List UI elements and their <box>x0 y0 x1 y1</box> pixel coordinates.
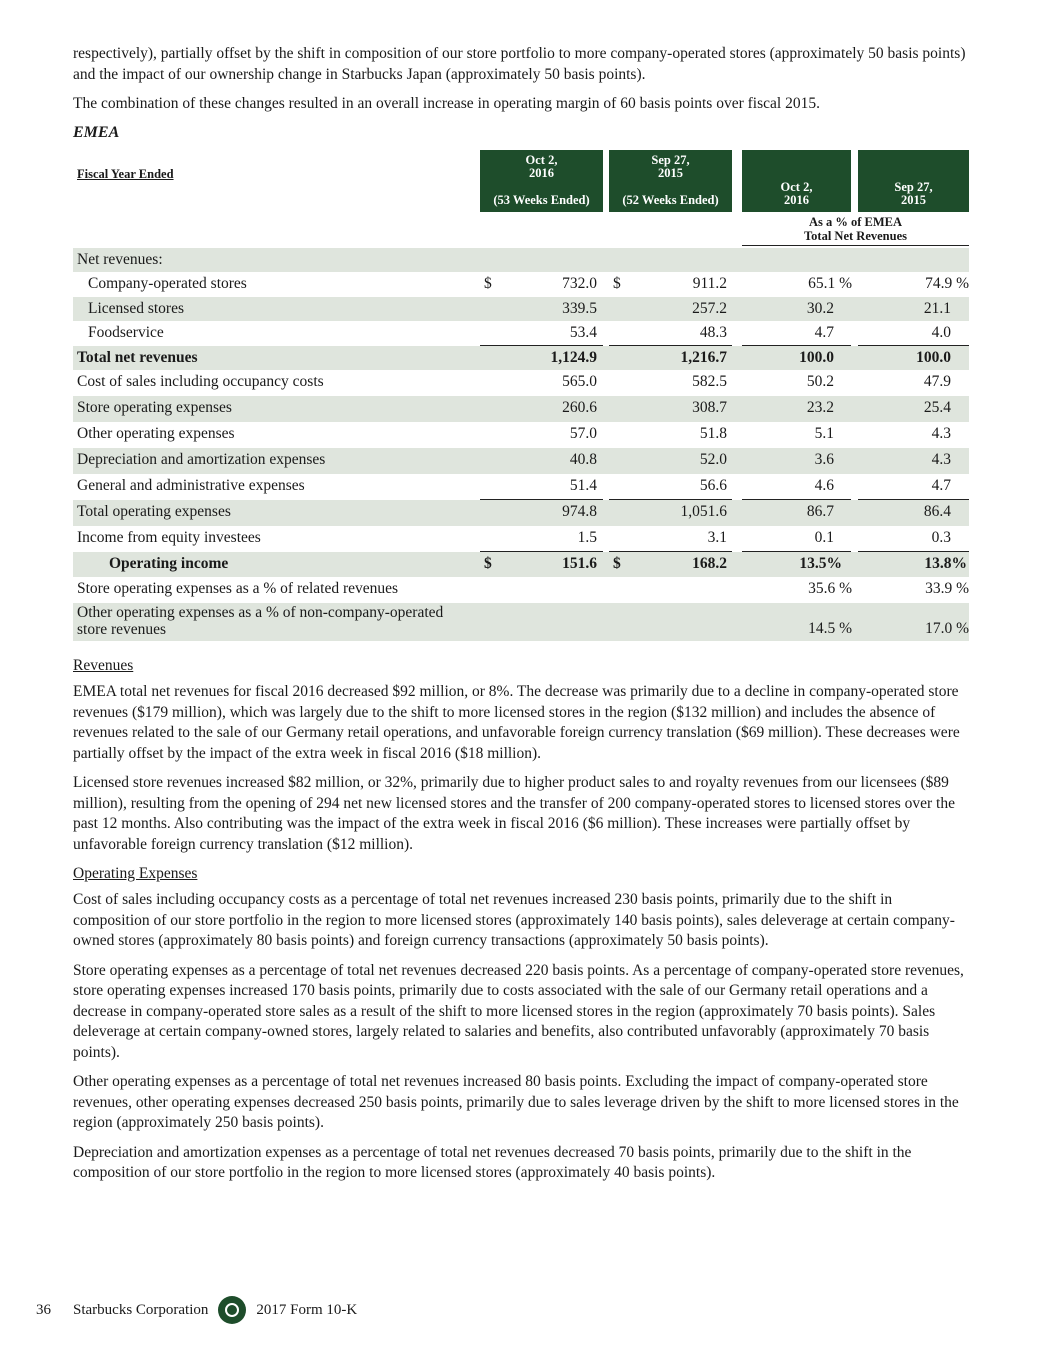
row-label: Foodservice <box>88 324 164 342</box>
opex-paragraph-2: Store operating expenses as a percentage of total net revenues decreased 220 basis points. As a percentage of company-operated store revenues, store operating expenses increased 170 basis points, primarily due to costs associated with the sale of our Germany retail operations and a decrease in company-operated store sales as a result of the shift to more licensed stores in the region (approximately 70 basis points). Sales deleverage at certain company-owned stores, largely related to salaries and benefits, also contributed unfavorably (approximately 70 basis points). <box>73 961 964 1061</box>
value-2015: 308.7 <box>692 399 727 417</box>
row-label: Cost of sales including occupancy costs <box>77 373 324 391</box>
value-2015: 56.6 <box>699 477 727 495</box>
value-2016: 732.0 <box>562 275 597 293</box>
value-2016: 51.4 <box>569 477 597 495</box>
percent-2015: 47.9 <box>923 373 951 391</box>
row-label: Total operating expenses <box>77 503 231 521</box>
row-label: Net revenues: <box>77 250 163 268</box>
percent-caption-line-1: As a % of EMEA <box>808 214 903 229</box>
value-2015: 911.2 <box>692 275 727 293</box>
percent-2015: 4.3 <box>931 451 951 469</box>
currency-symbol: $ <box>613 275 621 293</box>
page-footer <box>36 1296 357 1324</box>
percent-2016: 100.0 <box>799 348 834 366</box>
value-2016: 53.4 <box>569 324 597 342</box>
header-year: 2015 <box>658 165 683 180</box>
intro-paragraph-1: respectively), partially offset by the shift in composition of our store portfolio to more company-operated stores (approximately 50 basis points) and the impact of our ownership change in Starbucks Japan (approximately 50 basis points). <box>73 45 966 83</box>
row-label: Other operating expenses as a % of non-company-operated store revenues <box>77 604 444 639</box>
percent-2016: 50.2 <box>806 373 834 391</box>
value-2015: 3.1 <box>707 529 727 547</box>
percent-2015: 33.9 % <box>925 580 969 598</box>
percent-2016: 35.6 % <box>808 580 852 598</box>
revenues-heading: Revenues <box>73 657 134 675</box>
value-2016: 40.8 <box>569 451 597 469</box>
table-row-general-administrative <box>73 474 969 500</box>
header-year: 2015 <box>901 192 926 207</box>
percent-2016: 30.2 <box>806 299 834 317</box>
percent-caption <box>742 215 969 246</box>
revenues-paragraph-2: Licensed store revenues increased $82 million, or 32%, primarily due to higher product sales to and royalty revenues from our licensees ($89 million), resulting from the opening of 294 net new licensed stores and the transfer of 200 company-operated stores to licensed stores over the past 12 months. Also contributing was the impact of the extra week in fiscal 2016 ($6 million). These increases were partially offset by unfavorable foreign currency translation ($12 million). <box>73 774 955 853</box>
value-2016: 1,124.9 <box>550 348 597 366</box>
row-label: Total net revenues <box>77 348 198 366</box>
percent-2015: 4.0 <box>931 324 951 342</box>
row-label: Store operating expenses as a % of related revenues <box>77 580 399 598</box>
row-label: General and administrative expenses <box>77 477 305 495</box>
table-row-equity-investees <box>73 526 969 552</box>
header-col-oct-2016-amount <box>480 150 603 212</box>
percent-2016: 4.6 <box>814 477 834 495</box>
percent-2016: 5.1 <box>814 425 834 443</box>
percent-2016: 0.1 <box>814 529 834 547</box>
table-row-total-operating-expenses <box>73 500 969 526</box>
header-year: 2016 <box>784 192 809 207</box>
header-year: 2016 <box>529 165 554 180</box>
table-row-company-operated <box>73 272 969 297</box>
percent-2016: 3.6 <box>814 451 834 469</box>
table-row-other-opex-percent <box>73 603 969 641</box>
percent-2015: 4.7 <box>931 477 951 495</box>
starbucks-siren-logo-icon <box>218 1296 246 1324</box>
header-weeks: (52 Weeks Ended) <box>622 192 719 207</box>
table-row-total-net-revenues <box>73 346 969 371</box>
percent-2015: 100.0 <box>916 348 951 366</box>
value-2016: 260.6 <box>562 399 597 417</box>
row-label: Depreciation and amortization expenses <box>77 451 326 469</box>
opex-paragraph-1: Cost of sales including occupancy costs as a percentage of total net revenues increased 230 basis points, primarily due to the shift in composition of our store portfolio in the region to more licensed stores (approximately 140 basis points), sales deleverage at certain company-owned stores (approximately 80 basis points) and foreign currency transactions (approximately 50 basis points). <box>73 891 955 950</box>
currency-symbol: $ <box>484 275 492 293</box>
table-row-foodservice <box>73 321 969 346</box>
percent-caption-line-2: Total Net Revenues <box>803 228 907 243</box>
row-label: Company-operated stores <box>88 275 247 293</box>
document-page <box>73 44 969 1193</box>
emea-financial-table <box>73 150 969 642</box>
page-number: 36 <box>36 1301 51 1318</box>
form-name: 2017 Form 10-K <box>256 1301 358 1318</box>
value-2015: 1,216.7 <box>680 348 727 366</box>
percent-2016: 23.2 <box>806 399 834 417</box>
operating-expenses-heading: Operating Expenses <box>73 865 198 883</box>
percent-2015: 86.4 <box>923 503 951 521</box>
percent-2016: 86.7 <box>806 503 834 521</box>
percent-2016: 13.5% <box>799 555 842 573</box>
row-label: Income from equity investees <box>77 529 261 547</box>
fiscal-year-label: Fiscal Year Ended <box>77 166 174 181</box>
table-row-cost-of-sales <box>73 370 969 396</box>
row-label: Operating income <box>109 555 229 573</box>
row-label: Licensed stores <box>88 299 184 317</box>
value-2016: 151.6 <box>562 555 597 573</box>
value-2015: 582.5 <box>692 373 727 391</box>
percent-2015: 17.0 % <box>925 620 969 638</box>
table-header <box>73 150 969 248</box>
table-row-store-opex-percent <box>73 577 969 603</box>
header-date: Sep 27, <box>894 179 933 194</box>
header-col-oct-2016-pct <box>742 150 851 212</box>
section-title: EMEA <box>73 123 120 141</box>
opex-paragraph-4: Depreciation and amortization expenses as a percentage of total net revenues decreased 70 basis points, primarily due to the shift in the composition of our store portfolio in the region to more licensed stores (approximately 40 basis points). <box>73 1143 912 1182</box>
value-2015: 1,051.6 <box>680 503 727 521</box>
header-date: Oct 2, <box>780 179 813 194</box>
value-2016: 974.8 <box>562 503 597 521</box>
revenues-paragraph-1: EMEA total net revenues for fiscal 2016 decreased $92 million, or 8%. The decrease was primarily due to a decline in company-operated store revenues ($179 million), which was largely due to the shift to more licensed stores in the region ($132 million) and includes the absence of revenues related to the sale of our Germany retail operations, and unfavorable foreign currency translation ($69 million). These decreases were partially offset by the impact of the extra week in fiscal 2016 ($18 million). <box>73 683 960 762</box>
percent-2015: 21.1 <box>923 299 951 317</box>
value-2015: 52.0 <box>699 451 727 469</box>
value-2016: 1.5 <box>577 529 597 547</box>
value-2015: 51.8 <box>699 425 727 443</box>
table-row-other-operating-expenses <box>73 422 969 448</box>
value-2016: 339.5 <box>562 299 597 317</box>
percent-2016: 65.1 % <box>808 275 852 293</box>
header-col-sep-2015-pct <box>858 150 969 212</box>
currency-symbol: $ <box>613 555 621 573</box>
percent-2015: 25.4 <box>923 399 951 417</box>
header-weeks: (53 Weeks Ended) <box>493 192 590 207</box>
opex-paragraph-3: Other operating expenses as a percentage of total net revenues increased 80 basis points. Excluding the impact of company-operated store revenues, other operating expenses decreased 250 basis points, primarily due to sales leverage driven by the shift to more licensed stores in the region (approximately 250 basis points). <box>73 1073 959 1132</box>
percent-2015: 13.8% <box>924 555 967 573</box>
table-row-depreciation <box>73 448 969 474</box>
percent-2016: 14.5 % <box>808 620 852 638</box>
table-row-net-revenues <box>73 248 969 273</box>
value-2015: 168.2 <box>692 555 727 573</box>
value-2015: 257.2 <box>692 299 727 317</box>
currency-symbol: $ <box>484 555 492 573</box>
percent-2016: 4.7 <box>814 324 834 342</box>
row-label: Other operating expenses <box>77 425 235 443</box>
intro-paragraph-2: The combination of these changes resulted in an overall increase in operating margin of 60 basis points over fiscal 2015. <box>73 95 820 112</box>
value-2016: 57.0 <box>569 425 597 443</box>
row-label: Store operating expenses <box>77 399 232 417</box>
value-2015: 48.3 <box>699 324 727 342</box>
table-row-store-operating-expenses <box>73 396 969 422</box>
table-row-licensed <box>73 297 969 322</box>
table-row-operating-income <box>73 552 969 577</box>
percent-2015: 74.9 % <box>925 275 969 293</box>
percent-2015: 0.3 <box>931 529 951 547</box>
header-col-sep-2015-amount <box>609 150 732 212</box>
header-date: Sep 27, <box>651 152 690 167</box>
value-2016: 565.0 <box>562 373 597 391</box>
company-name: Starbucks Corporation <box>73 1301 209 1318</box>
header-date: Oct 2, <box>525 152 558 167</box>
percent-2015: 4.3 <box>931 425 951 443</box>
